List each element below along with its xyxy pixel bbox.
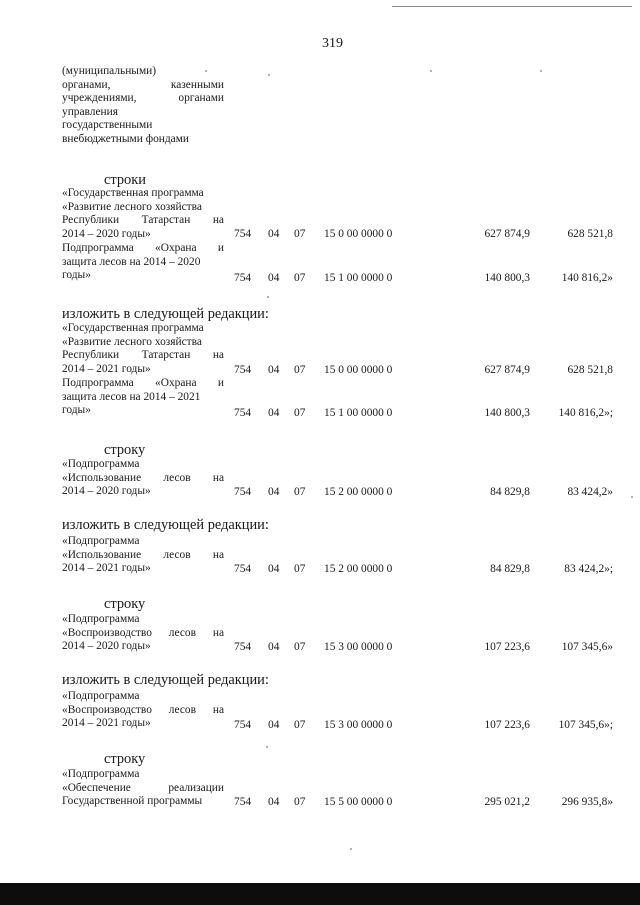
subsection-code: 07 bbox=[294, 796, 306, 808]
scan-speck bbox=[540, 70, 542, 72]
section-code: 04 bbox=[268, 485, 280, 498]
intro-line: учреждениями, органами bbox=[62, 92, 224, 105]
gov-code: 754 bbox=[234, 364, 252, 376]
gov-code: 754 bbox=[234, 227, 252, 240]
subsection-code: 07 bbox=[294, 227, 306, 240]
gov-code: 754 bbox=[234, 272, 252, 284]
value-1: 84 829,8 bbox=[490, 563, 530, 575]
target-code: 15 1 00 0000 0 bbox=[324, 407, 393, 419]
target-code: 15 1 00 0000 0 bbox=[324, 272, 393, 284]
row-name bbox=[62, 768, 224, 809]
intro-line: (муниципальными) bbox=[62, 65, 157, 77]
row-name bbox=[62, 613, 224, 654]
value-2: 140 816,2» bbox=[561, 272, 613, 284]
target-code: 15 2 00 0000 0 bbox=[324, 563, 393, 575]
row-name-line: Республики Татарстан на bbox=[62, 349, 224, 362]
value-2: 296 935,8» bbox=[561, 796, 613, 808]
value-1: 627 874,9 bbox=[484, 364, 530, 376]
page-number: 319 bbox=[322, 36, 343, 51]
scan-bottom-border bbox=[0, 883, 640, 905]
row-name-line: «Воспроизводство лесов на bbox=[62, 626, 224, 639]
row-name-line: 2014 – 2020 годы» bbox=[62, 227, 151, 240]
scan-speck bbox=[430, 70, 432, 72]
scan-speck bbox=[268, 74, 270, 76]
scan-speck bbox=[205, 70, 207, 72]
section-heading: строки bbox=[104, 172, 146, 188]
gov-code: 754 bbox=[234, 719, 252, 731]
row-name-line: «Воспроизводство лесов на bbox=[62, 703, 224, 716]
row-name-line: Подпрограмма «Охрана и bbox=[62, 242, 224, 254]
gov-code: 754 bbox=[234, 563, 252, 575]
target-code: 15 2 00 0000 0 bbox=[324, 485, 393, 498]
row-name-line: «Использование лесов на bbox=[62, 548, 224, 561]
value-2: 107 345,6»; bbox=[558, 719, 613, 731]
row-name-line: «Развитие лесного хозяйства bbox=[62, 335, 202, 348]
scan-speck bbox=[267, 296, 269, 298]
target-code: 15 5 00 0000 0 bbox=[324, 796, 393, 808]
section-code: 04 bbox=[268, 641, 280, 653]
scan-speck bbox=[350, 848, 352, 850]
section-code: 04 bbox=[268, 407, 280, 419]
gov-code: 754 bbox=[234, 641, 252, 653]
row-name bbox=[62, 535, 224, 576]
value-1: 140 800,3 bbox=[484, 272, 530, 284]
section-code: 04 bbox=[268, 272, 280, 284]
row-name-line: 2014 – 2020 годы» bbox=[62, 485, 151, 498]
gov-code: 754 bbox=[234, 485, 252, 498]
value-2: 83 424,2»; bbox=[564, 563, 613, 575]
value-1: 140 800,3 bbox=[484, 407, 530, 419]
section-code: 04 bbox=[268, 563, 280, 575]
value-2: 83 424,2» bbox=[567, 485, 613, 498]
value-1: 84 829,8 bbox=[490, 485, 530, 498]
value-2: 140 816,2»; bbox=[558, 407, 613, 419]
value-2: 628 521,8 bbox=[567, 227, 613, 240]
row-name-line: «Государственная программа bbox=[62, 187, 204, 199]
row-name-line: Республики Татарстан на bbox=[62, 214, 224, 227]
target-code: 15 3 00 0000 0 bbox=[324, 719, 393, 731]
row-name-line: Государственной программы bbox=[62, 795, 203, 808]
subsection-code: 07 bbox=[294, 719, 306, 731]
row-name-line: «Обеспечение реализации bbox=[62, 781, 224, 794]
row-name bbox=[62, 242, 224, 283]
gov-code: 754 bbox=[234, 796, 252, 808]
subsection-code: 07 bbox=[294, 272, 306, 284]
subsection-code: 07 bbox=[294, 485, 306, 498]
intro-line: управления bbox=[62, 105, 118, 118]
target-code: 15 3 00 0000 0 bbox=[324, 641, 393, 653]
target-code: 15 0 00 0000 0 bbox=[324, 227, 393, 240]
value-2: 628 521,8 bbox=[567, 364, 613, 376]
subsection-code: 07 bbox=[294, 407, 306, 419]
section-heading: изложить в следующей редакции: bbox=[62, 306, 269, 322]
section-code: 04 bbox=[268, 719, 280, 731]
row-name-line: «Подпрограмма bbox=[62, 458, 140, 470]
row-name bbox=[62, 322, 224, 376]
value-2: 107 345,6» bbox=[561, 641, 613, 653]
row-name-line: «Государственная программа bbox=[62, 322, 204, 334]
scan-speck bbox=[631, 496, 633, 498]
value-1: 107 223,6 bbox=[484, 719, 530, 731]
subsection-code: 07 bbox=[294, 641, 306, 653]
row-name-line: «Подпрограмма bbox=[62, 613, 140, 625]
row-name-line: «Развитие лесного хозяйства bbox=[62, 200, 202, 213]
section-code: 04 bbox=[268, 364, 280, 376]
row-name-line: 2014 – 2021 годы» bbox=[62, 362, 151, 375]
row-name-line: 2014 – 2021 годы» bbox=[62, 717, 151, 730]
intro-line: органами, казенными bbox=[62, 78, 224, 91]
section-code: 04 bbox=[268, 227, 280, 240]
row-name-line: «Подпрограмма bbox=[62, 535, 140, 547]
scan-top-rule bbox=[392, 6, 632, 7]
subsection-code: 07 bbox=[294, 364, 306, 376]
intro-line: внебюджетными фондами bbox=[62, 132, 190, 145]
row-name bbox=[62, 690, 224, 731]
row-name-line: «Подпрограмма bbox=[62, 690, 140, 702]
intro-line: государственными bbox=[62, 119, 153, 132]
section-heading: изложить в следующей редакции: bbox=[62, 672, 269, 688]
row-name-line: защита лесов на 2014 – 2020 bbox=[62, 255, 201, 268]
scan-speck bbox=[266, 746, 268, 748]
value-1: 627 874,9 bbox=[484, 227, 530, 240]
row-name-line: «Подпрограмма bbox=[62, 768, 140, 780]
section-heading: строку bbox=[104, 751, 146, 767]
gov-code: 754 bbox=[234, 407, 252, 419]
section-heading: строку bbox=[104, 596, 146, 612]
row-name-line: 2014 – 2020 годы» bbox=[62, 640, 151, 653]
row-name bbox=[62, 187, 224, 241]
row-name-line: 2014 – 2021 годы» bbox=[62, 562, 151, 575]
section-code: 04 bbox=[268, 796, 280, 808]
target-code: 15 0 00 0000 0 bbox=[324, 364, 393, 376]
row-name-line: защита лесов на 2014 – 2021 bbox=[62, 390, 201, 403]
section-heading: изложить в следующей редакции: bbox=[62, 517, 269, 533]
value-1: 107 223,6 bbox=[484, 641, 530, 653]
row-name bbox=[62, 458, 224, 499]
row-name bbox=[62, 377, 224, 418]
subsection-code: 07 bbox=[294, 563, 306, 575]
row-name-line: «Использование лесов на bbox=[62, 471, 224, 484]
row-name-line: годы» bbox=[62, 269, 91, 282]
row-name-line: Подпрограмма «Охрана и bbox=[62, 377, 224, 389]
intro-text bbox=[62, 65, 224, 147]
row-name-line: годы» bbox=[62, 404, 91, 417]
value-1: 295 021,2 bbox=[484, 796, 530, 808]
section-heading: строку bbox=[104, 442, 146, 458]
